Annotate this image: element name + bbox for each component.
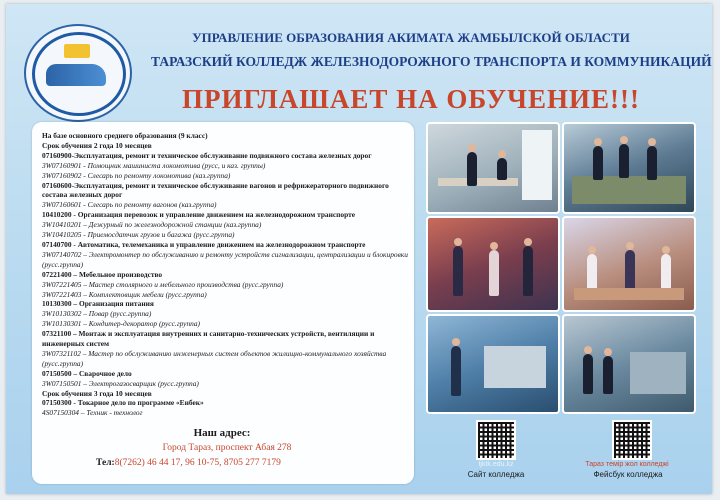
program-line: 10130300 – Организация питания (42, 299, 154, 309)
site-link[interactable]: tjktk.edu.kz (478, 461, 514, 468)
programs-list (42, 131, 408, 418)
address-line: Город Тараз, проспект Абая 278 (162, 443, 292, 453)
tel-label: Тел: (96, 458, 115, 468)
photo-cooks (562, 216, 696, 312)
program-line: 3W07160901 - Помощник машиниста локомотива (русс, и каз. группы) (42, 160, 266, 170)
program-line: 07321100 – Монтаж и эксплуатация внутренних и санитарно-технических устройств, вентиляции и инженерных систем (42, 329, 375, 349)
program-line: 3W10130302 – Повар (русс.группа) (42, 309, 152, 319)
telephone (96, 458, 396, 468)
facebook-link[interactable]: Тараз темiр жол колледжi (585, 461, 669, 468)
tel-numbers: 8(7262) 46 44 17, 96 10-75, 8705 277 7179 (114, 458, 281, 468)
program-line: На базе основного среднего образования (9 класс) (42, 131, 208, 140)
programs-panel (32, 122, 414, 484)
site-caption: Сайт колледжа (467, 470, 525, 479)
program-line: 07160600-Эксплуатация, ремонт и техническое обслуживание вагонов и рефрижераторного подвижного состава железных дорог (42, 180, 389, 200)
program-line: 07140700 - Автоматика, телемеханика и управление движением на железнодорожном транспорте (42, 239, 366, 249)
program-line: 07160900-Эксплуатация, ремонт и техническое обслуживание подвижного состава железных дорог (42, 150, 372, 160)
program-line: 3W07150501 – Электрогазосварщик (русс.группа) (42, 378, 199, 388)
program-line: 3W07321102 – Мастер по обслуживанию инженерных систем объектов жилищно-коммунального хозяйства (русс.группа) (42, 348, 387, 368)
program-line: 4S07150304 – Техник - технолог (42, 408, 143, 418)
program-line: 3W07221405 – Мастер столярного и мебельного производства (русс.группа) (42, 279, 284, 289)
program-line: 3W07221403 – Комплектовщик мебели (русс.группа) (42, 289, 207, 299)
program-line: 3W10410201 – Дежурный по железнодорожной станции (каз.группа) (42, 220, 262, 230)
photo-students-awards (426, 216, 560, 312)
photo-classroom (426, 122, 560, 214)
program-line: 3W07160601 - Слесарь по ремонту вагонов (каз.группа) (42, 200, 217, 210)
program-line: 3W10410205 - Приемосдатчик грузов и багажа (русс.группа) (42, 230, 235, 240)
program-line: 07221400 – Мебельное производство (42, 269, 163, 279)
photo-lab-equipment (426, 314, 560, 414)
program-line: 07150500 – Сварочное дело (42, 368, 132, 378)
logo-book-icon (64, 44, 90, 58)
site-qr-code[interactable] (478, 422, 514, 458)
poster (6, 4, 712, 494)
photo-workshop (562, 314, 696, 414)
photo-railway-model (562, 122, 696, 214)
facebook-qr-code[interactable] (614, 422, 650, 458)
facebook-caption: Фейсбук колледжа (593, 470, 663, 479)
program-line: Срок обучения 2 года 10 месяцев (42, 140, 152, 150)
banner-stand (522, 130, 552, 200)
program-line: 3W10130301 – Кондитер-декоратор (русс.группа) (42, 319, 201, 329)
program-line: 3W07160902 - Слесарь по ремонту локомотива (каз.группа) (42, 170, 231, 180)
header-college-name: ТАРАЗСКИЙ КОЛЛЕДЖ ЖЕЛЕЗНОДОРОЖНОГО ТРАНСПОРТА И КОММУНИКАЦИЙ (151, 54, 712, 69)
program-line: 07150300 - Токарное дело по программе «Енбек» (42, 398, 204, 408)
invite-title: ПРИГЛАШАЕТ НА ОБУЧЕНИЕ!!! (182, 84, 640, 114)
college-logo (24, 24, 132, 122)
header-department: УПРАВЛЕНИЕ ОБРАЗОВАНИЯ АКИМАТА ЖАМБЫЛСКОЙ ОБЛАСТИ (192, 30, 630, 45)
program-line: Срок обучения 3 года 10 месяцев (42, 388, 152, 398)
program-line: 10410200 - Организация перевозок и управление движением на железнодорожном транспорте (42, 210, 356, 220)
address-heading: Наш адрес: (193, 427, 251, 439)
program-line: 3W07140702 – Электромонтер по обслуживанию и ремонту устройств сигнализации, централизации и блокировки (русс.группа) (42, 249, 408, 269)
logo-train-icon (46, 64, 106, 86)
